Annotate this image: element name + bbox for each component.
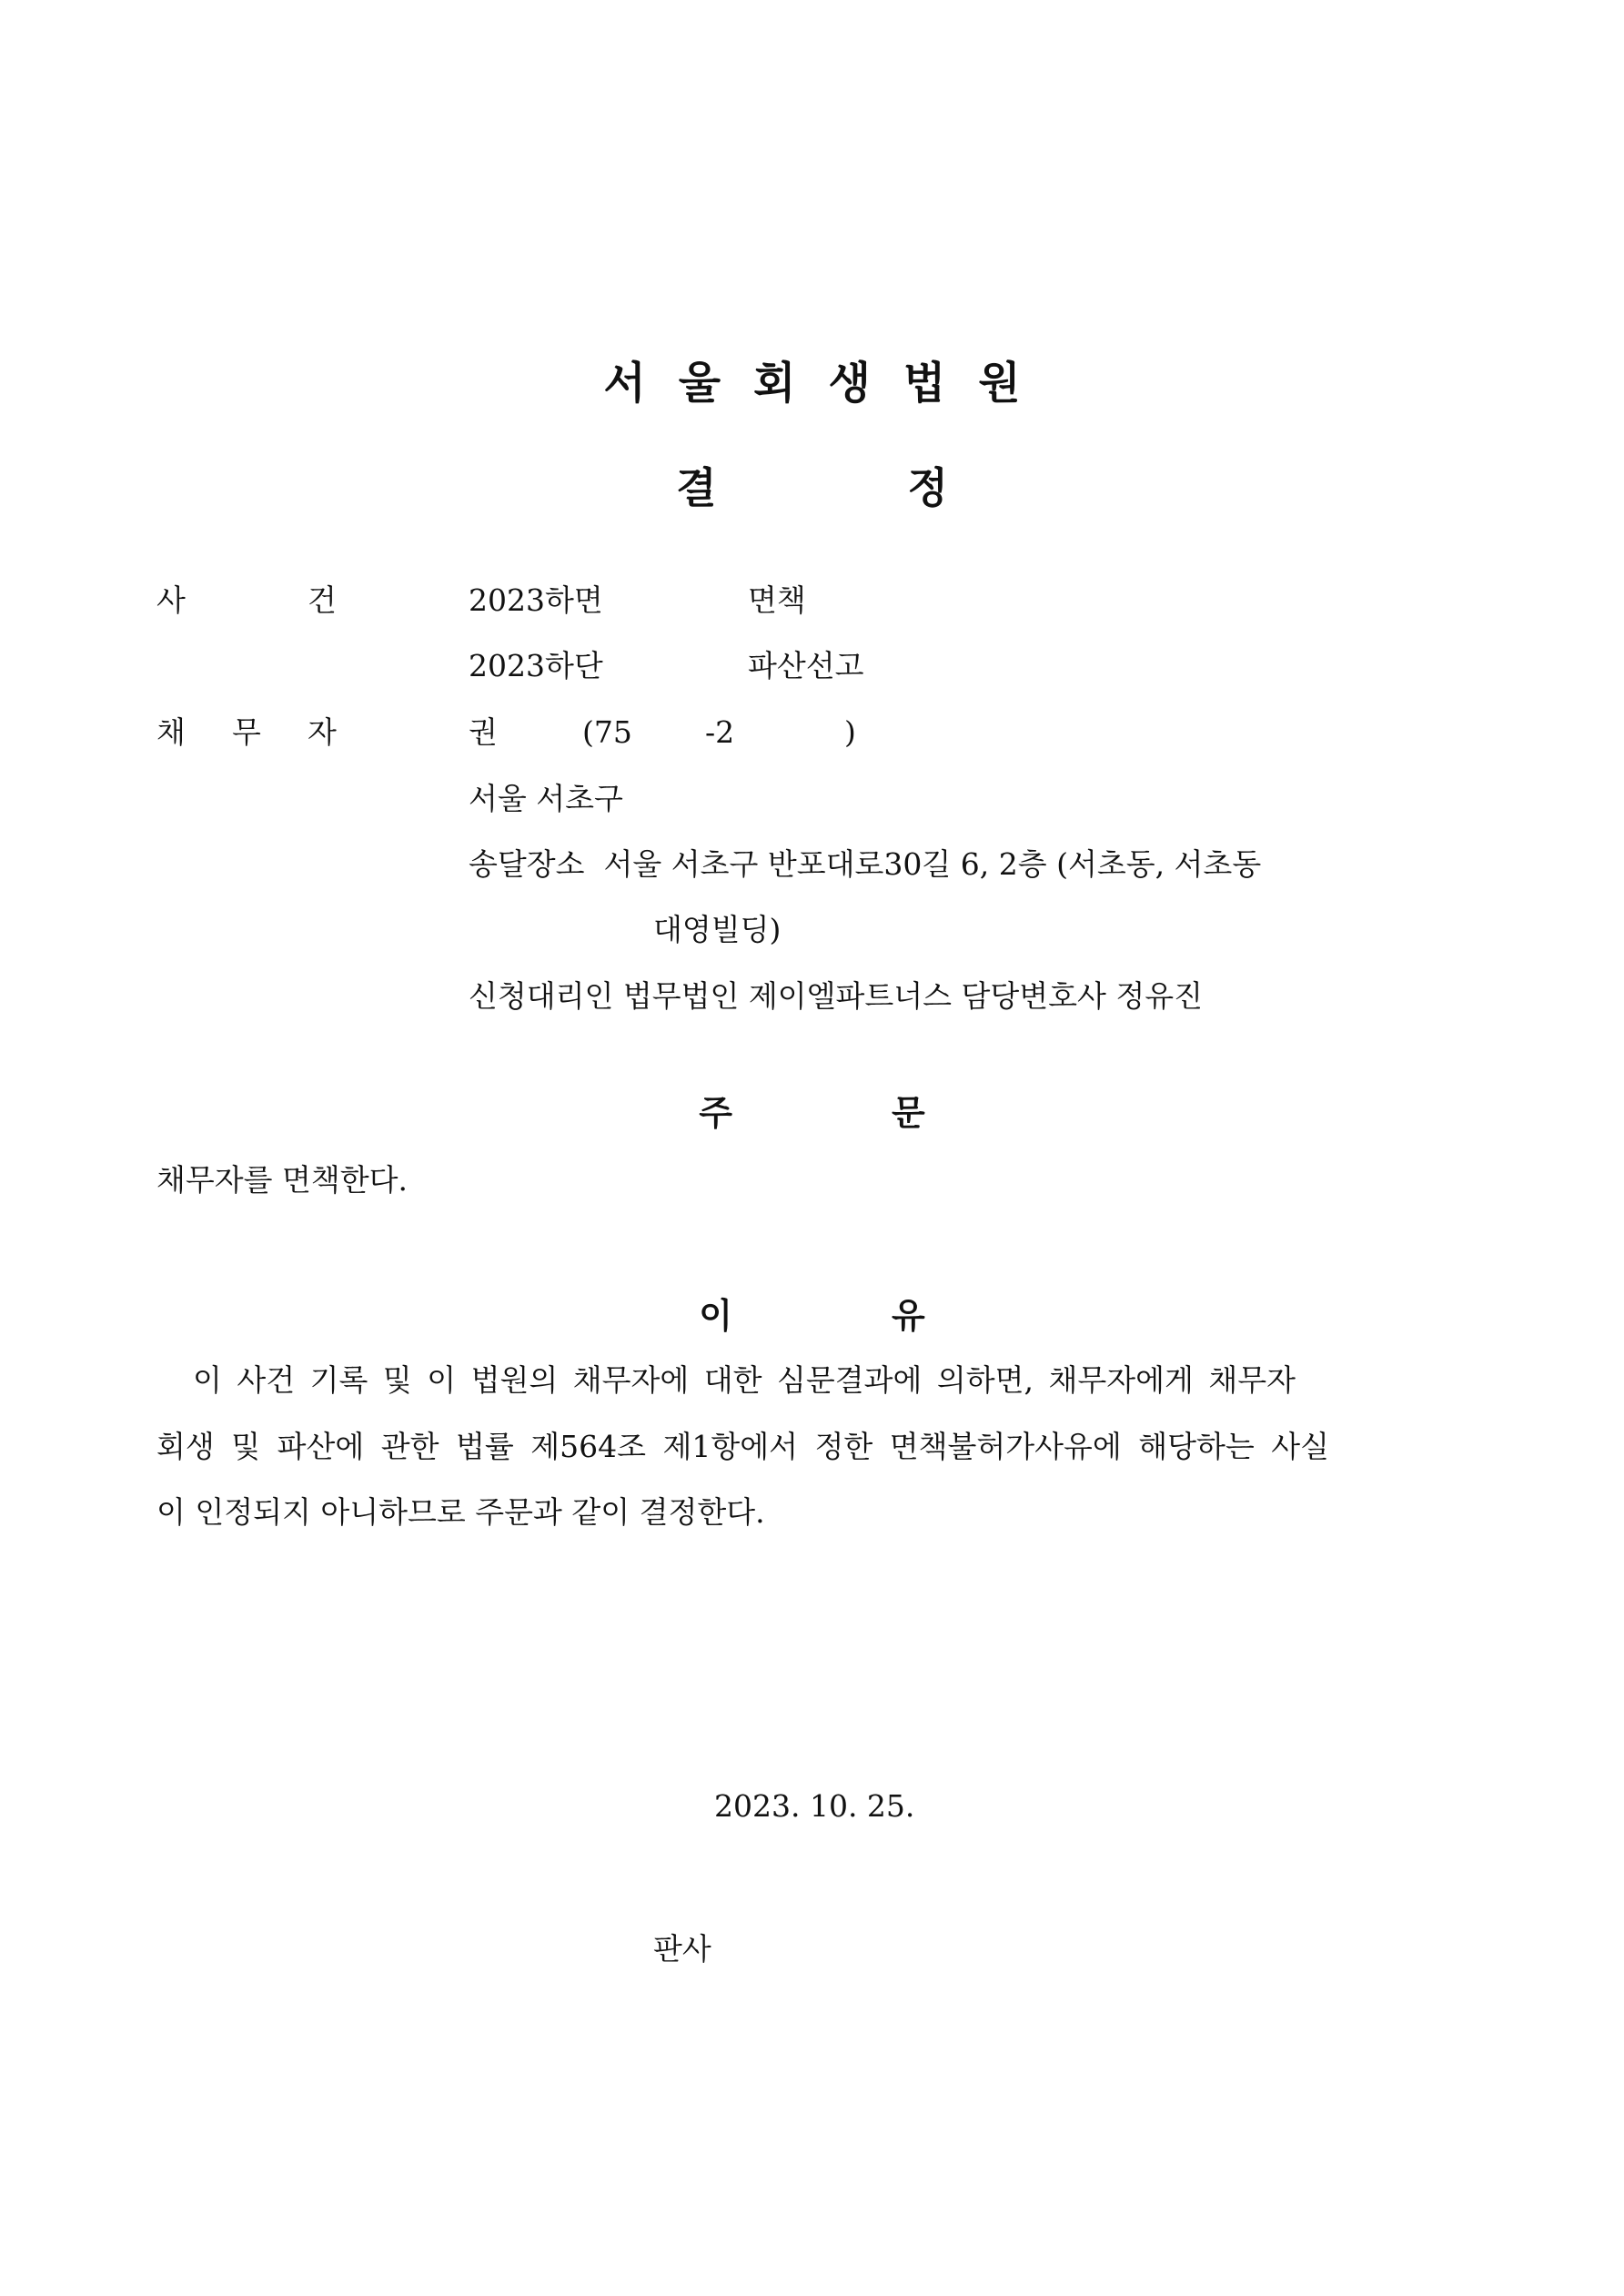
judge-label: 판사 [653, 1931, 711, 1967]
debtor-id-suffix: ) [844, 714, 856, 750]
applicant-agent: 신청대리인 법무법인 제이엘파트너스 담당변호사 정유진 [469, 978, 1204, 1014]
delivery-address-line1: 송달장소 서울 서초구 반포대로30길 6, 2층 (서초동, 서초동 [469, 846, 1262, 882]
reason-line-3: 이 인정되지 아니하므로 주문과 같이 결정한다. [156, 1494, 765, 1530]
debtor-id-middle: -2 [705, 714, 735, 750]
case-label-left: 사 [156, 582, 186, 618]
case-number-1: 2023하면 [469, 582, 603, 618]
document-title-right: 정 [907, 463, 948, 512]
case-number-2: 2023하단 [469, 648, 603, 683]
debtor-id-prefix: (75 [582, 714, 632, 750]
debtor-label-1: 채 [156, 714, 186, 750]
order-heading [0, 1085, 1624, 1135]
reason-line-1: 이 사건 기록 및 이 법원의 채무자에 대한 심문결과에 의하면, 채무자에게 채무자 [193, 1362, 1296, 1398]
reason-heading [0, 1288, 1624, 1338]
case-name-1: 면책 [748, 582, 806, 618]
decision-date: 2023. 10. 25. [714, 1788, 915, 1824]
case-name-2: 파산선고 [748, 648, 864, 683]
debtor-address: 서울 서초구 [469, 781, 623, 816]
order-heading-right: 문 [892, 1093, 925, 1133]
delivery-address-line2: 대영빌딩) [653, 912, 782, 947]
debtor-label-3: 자 [308, 714, 337, 750]
debtor-label-2: 무 [232, 714, 261, 750]
court-name: 서울회생법원 [603, 358, 1054, 409]
case-label-right: 건 [308, 582, 337, 618]
reason-heading-left: 이 [699, 1296, 732, 1336]
order-heading-left: 주 [699, 1093, 732, 1133]
reason-line-2: 회생 및 파산에 관한 법률 제564조 제1항에서 정한 면책불허가사유에 해당하는 사실 [156, 1429, 1329, 1464]
order-text: 채무자를 면책한다. [156, 1162, 409, 1198]
debtor-name: 권 [469, 714, 498, 750]
document-title [0, 455, 1624, 515]
reason-heading-right: 유 [892, 1296, 925, 1336]
document-title-left: 결 [676, 463, 717, 512]
